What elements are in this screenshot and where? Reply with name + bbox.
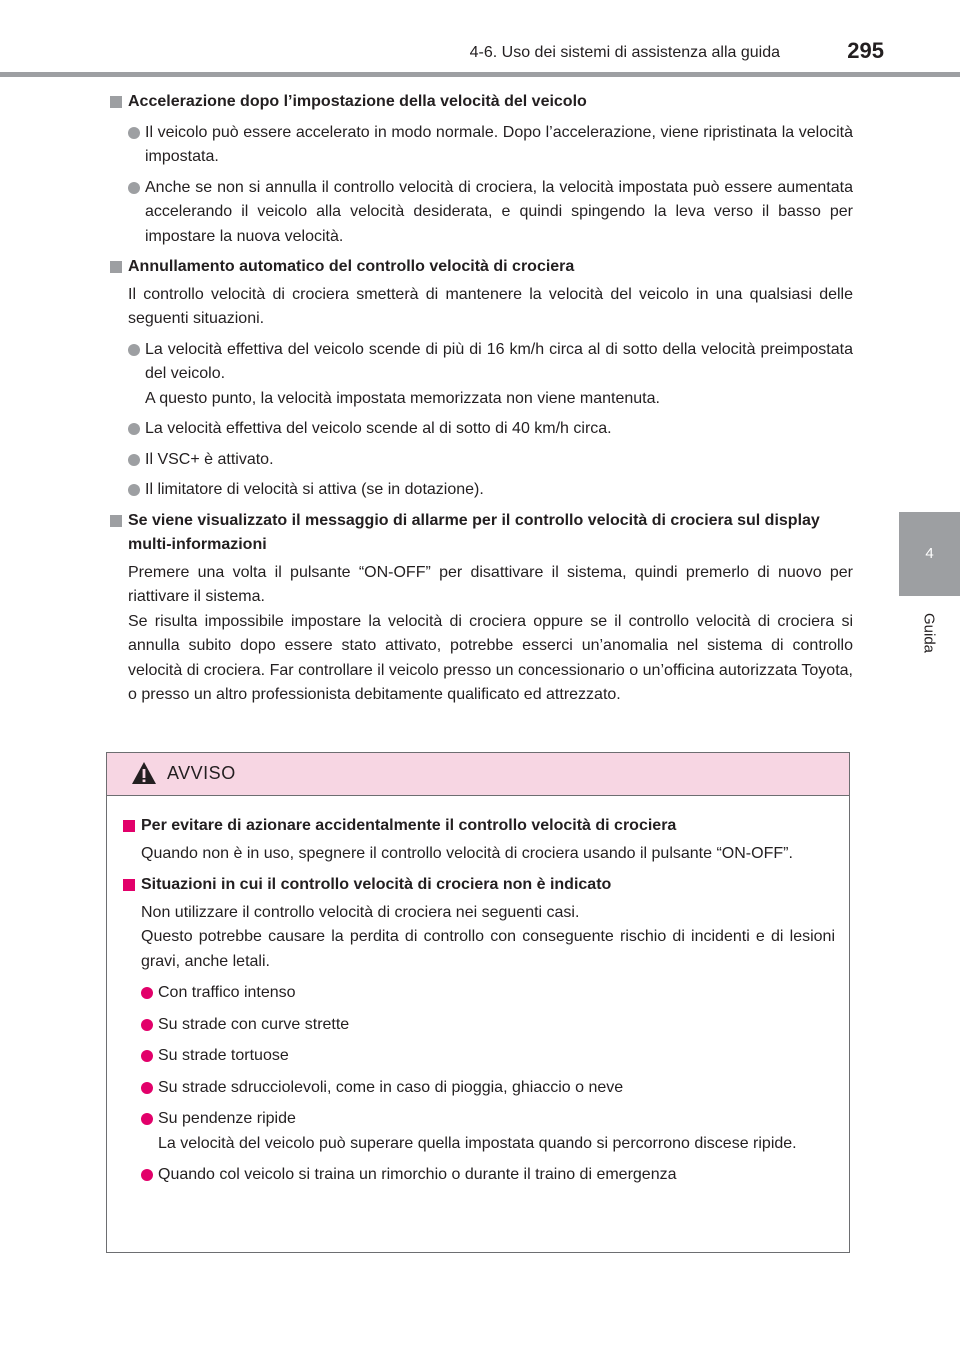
main-content — [108, 90, 853, 708]
warning-triangle-icon — [131, 761, 157, 785]
list-item: La velocità effettiva del veicolo scende di più di 16 km/h circa al di sotto della velocità preimpostata del veicolo. A questo punto, la velocità impostata memorizzata non viene mantenuta. — [128, 338, 853, 412]
section-paragraph: Il controllo velocità di crociera smetterà di mantenere la velocità del veicolo in una qualsiasi delle seguenti situazioni. — [128, 285, 853, 327]
square-bullet-icon — [110, 261, 122, 273]
round-bullet-icon — [128, 127, 140, 139]
round-bullet-icon — [128, 344, 140, 356]
round-bullet-icon — [141, 1019, 153, 1031]
warning-paragraph: Non utilizzare il controllo velocità di crociera nei seguenti casi. Questo potrebbe causare la perdita di controllo con conseguente rischio di incidenti e di lesioni gravi, anche letali. — [141, 903, 835, 970]
round-bullet-icon — [128, 484, 140, 496]
warning-header — [107, 753, 849, 796]
section-heading: Accelerazione dopo l’impostazione della velocità del veicolo — [108, 90, 853, 115]
square-bullet-icon — [123, 820, 135, 832]
section-heading: Annullamento automatico del controllo velocità di crociera — [108, 255, 853, 280]
round-bullet-icon — [141, 1169, 153, 1181]
list-item: Il veicolo può essere accelerato in modo normale. Dopo l’accelerazione, viene ripristinata la velocità impostata. — [128, 121, 853, 170]
list-item: Su strade con curve strette — [141, 1013, 835, 1038]
list-item: Su strade tortuose — [141, 1044, 835, 1069]
round-bullet-icon — [141, 987, 153, 999]
list-item: Su pendenze ripide La velocità del veicolo può superare quella impostata quando si percorrono discese ripide. — [141, 1107, 835, 1156]
warning-paragraph: Quando non è in uso, spegnere il controllo velocità di crociera usando il pulsante “ON-OFF”. — [141, 844, 793, 862]
round-bullet-icon — [141, 1050, 153, 1062]
list-item: Con traffico intenso — [141, 981, 835, 1006]
round-bullet-icon — [128, 423, 140, 435]
section-heading: Se viene visualizzato il messaggio di allarme per il controllo velocità di crociera sul display multi-informazioni — [108, 509, 853, 558]
list-item: Il limitatore di velocità si attiva (se in dotazione). — [128, 478, 853, 503]
warning-section-heading: Situazioni in cui il controllo velocità di crociera non è indicato — [121, 873, 835, 898]
warning-box — [106, 752, 850, 1253]
chapter-tab: 4 — [899, 512, 960, 596]
warning-section-heading: Per evitare di azionare accidentalmente il controllo velocità di crociera — [121, 814, 835, 839]
section-paragraph: Premere una volta il pulsante “ON-OFF” per disattivare il sistema, quindi premerlo di nuovo per riattivare il sistema. Se risulta impossibile impostare la velocità di crociera oppure se il controllo velocità di crociera si annulla subito dopo essere stato attivato, potrebbe esserci un’anomalia nel sistema di controllo velocità di crociera. Far controllare il veicolo presso un concessionario o un’officina autorizzata Toyota, o presso un altro professionista debitamente qualificato ed attrezzato. — [128, 563, 853, 703]
list-item: La velocità effettiva del veicolo scende al di sotto di 40 km/h circa. — [128, 417, 853, 442]
list-item: Anche se non si annulla il controllo velocità di crociera, la velocità impostata può essere aumentata accelerando il veicolo alla velocità desiderata, e quindi spingendo la leva verso il basso per impostare la nuova velocità. — [128, 176, 853, 250]
round-bullet-icon — [141, 1082, 153, 1094]
list-item: Il VSC+ è attivato. — [128, 448, 853, 473]
warning-title: AVVISO — [167, 763, 236, 783]
round-bullet-icon — [128, 182, 140, 194]
chapter-label: Guida — [920, 612, 938, 654]
page-number: 295 — [847, 38, 884, 63]
warning-body — [107, 796, 849, 1188]
round-bullet-icon — [141, 1113, 153, 1125]
list-item: Quando col veicolo si traina un rimorchio o durante il traino di emergenza — [141, 1163, 835, 1188]
header-rule — [0, 72, 960, 77]
running-header: 4-6. Uso dei sistemi di assistenza alla guida — [469, 44, 780, 61]
square-bullet-icon — [110, 96, 122, 108]
square-bullet-icon — [123, 879, 135, 891]
list-item: Su strade sdrucciolevoli, come in caso di pioggia, ghiaccio o neve — [141, 1076, 835, 1101]
square-bullet-icon — [110, 515, 122, 527]
round-bullet-icon — [128, 454, 140, 466]
